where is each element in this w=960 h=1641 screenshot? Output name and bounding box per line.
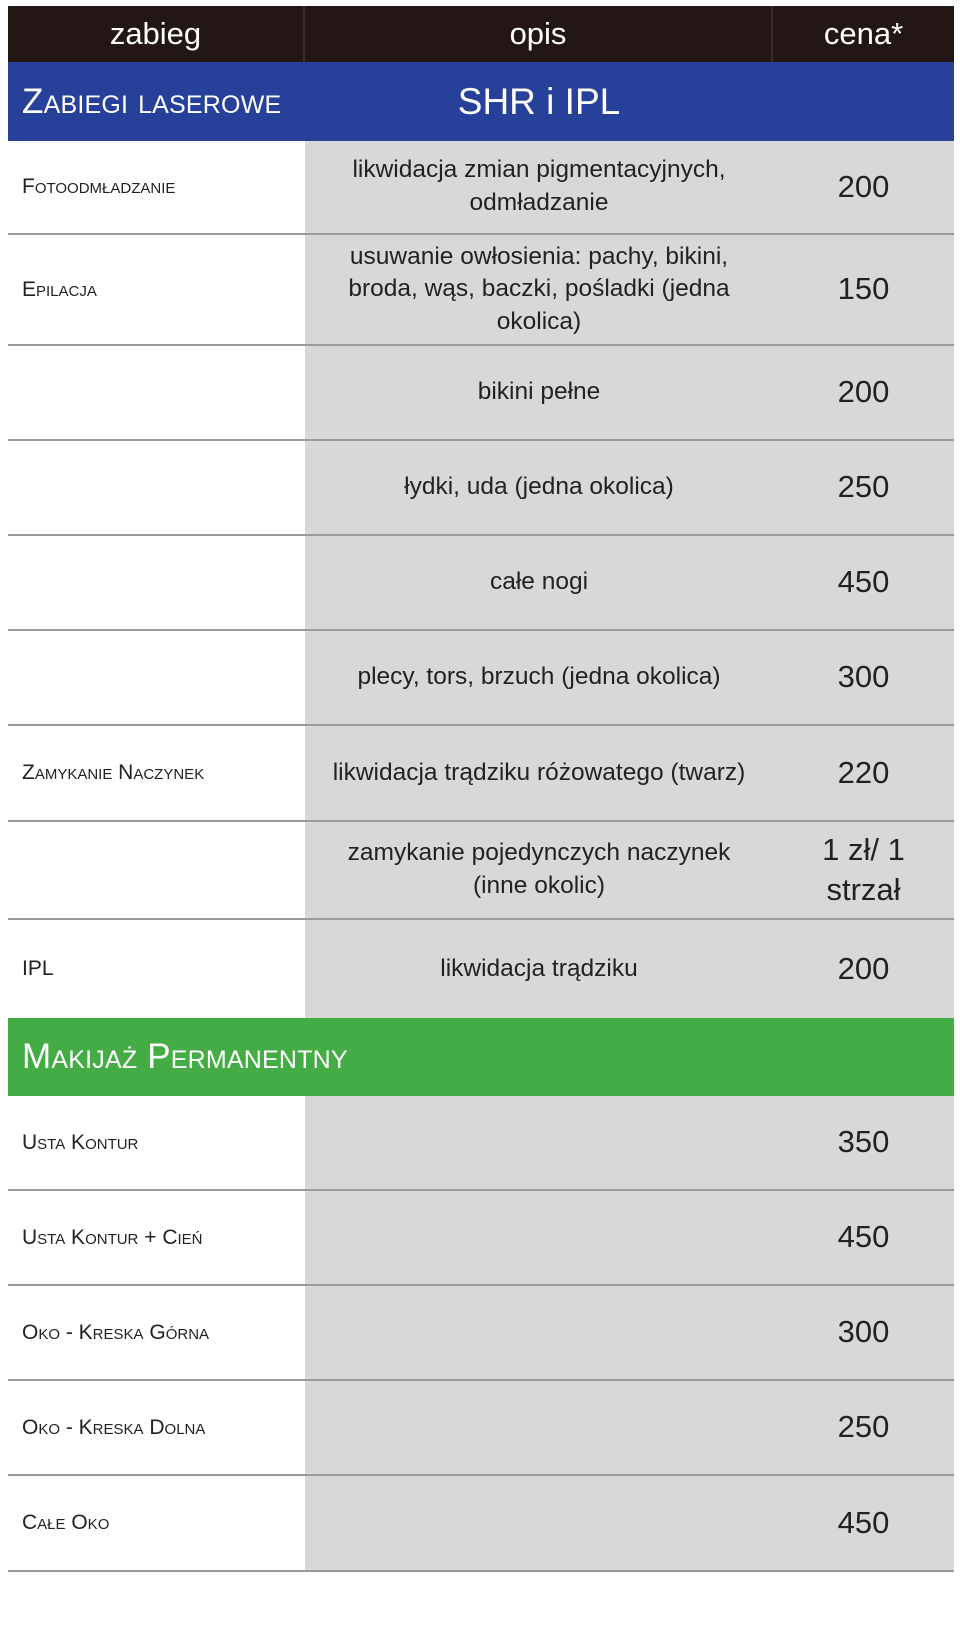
table-row	[8, 920, 954, 1018]
table-row	[8, 1096, 954, 1191]
table-row	[8, 1381, 954, 1476]
treatment-price: 220	[773, 726, 954, 820]
treatment-name	[8, 536, 305, 629]
section-title: Makijaż Permanentny	[22, 1037, 348, 1076]
table-row	[8, 235, 954, 346]
header-cena: cena*	[823, 16, 904, 51]
table-row	[8, 631, 954, 726]
treatment-price: 450	[773, 536, 954, 629]
treatment-desc: likwidacja zmian pigmentacyjnych, odmładzanie	[305, 141, 773, 233]
treatment-name: Epilacja	[8, 235, 305, 344]
treatment-price: 1 zł/ 1 strzał	[773, 822, 954, 918]
treatment-desc	[305, 1191, 773, 1284]
treatment-price: 200	[773, 141, 954, 233]
table-header	[8, 6, 954, 62]
header-opis: opis	[305, 6, 773, 62]
table-row	[8, 141, 954, 235]
treatment-name	[8, 822, 305, 918]
treatment-price: 450	[773, 1191, 954, 1284]
treatment-name: Zamykanie Naczynek	[8, 726, 305, 820]
table-row	[8, 1191, 954, 1286]
section-subtitle: SHR i IPL	[457, 80, 621, 122]
treatment-price: 150	[773, 235, 954, 344]
treatment-desc	[305, 1286, 773, 1379]
table-row	[8, 1476, 954, 1572]
treatment-name	[8, 346, 305, 439]
treatment-name	[8, 631, 305, 724]
treatment-price: 350	[773, 1096, 954, 1189]
table-row	[8, 346, 954, 441]
table-row	[8, 822, 954, 920]
treatment-price: 200	[773, 346, 954, 439]
treatment-price: 200	[773, 920, 954, 1018]
treatment-price: 450	[773, 1476, 954, 1570]
table-row	[8, 1286, 954, 1381]
treatment-name: Usta Kontur + Cień	[8, 1191, 305, 1284]
price-table	[8, 6, 954, 1572]
treatment-desc: likwidacja trądziku różowatego (twarz)	[305, 726, 773, 820]
treatment-name: Usta Kontur	[8, 1096, 305, 1189]
section-title: Zabiegi laserowe	[22, 81, 282, 121]
treatment-name: Całe Oko	[8, 1476, 305, 1570]
header-zabieg: zabieg	[8, 6, 305, 62]
table-row	[8, 441, 954, 536]
section-laser-header	[8, 62, 954, 141]
treatment-desc: likwidacja trądziku	[305, 920, 773, 1018]
section-makeup-header	[8, 1018, 954, 1096]
treatment-desc: bikini pełne	[305, 346, 773, 439]
treatment-name: Oko - Kreska Dolna	[8, 1381, 305, 1474]
treatment-desc: plecy, tors, brzuch (jedna okolica)	[305, 631, 773, 724]
treatment-desc: łydki, uda (jedna okolica)	[305, 441, 773, 534]
treatment-desc: zamykanie pojedynczych naczynek (inne okolic)	[305, 822, 773, 918]
treatment-name: Oko - Kreska Górna	[8, 1286, 305, 1379]
section-spacer	[773, 62, 954, 141]
treatment-desc: usuwanie owłosienia: pachy, bikini, broda, wąs, baczki, pośladki (jedna okolica)	[305, 235, 773, 344]
treatment-desc	[305, 1096, 773, 1189]
treatment-price: 300	[773, 1286, 954, 1379]
treatment-name: Fotoodmładzanie	[8, 141, 305, 233]
table-row	[8, 726, 954, 822]
treatment-desc	[305, 1476, 773, 1570]
table-row	[8, 536, 954, 631]
treatment-price: 250	[773, 1381, 954, 1474]
treatment-desc: całe nogi	[305, 536, 773, 629]
treatment-price: 250	[773, 441, 954, 534]
treatment-price: 300	[773, 631, 954, 724]
treatment-desc	[305, 1381, 773, 1474]
treatment-name: IPL	[8, 920, 305, 1018]
treatment-name	[8, 441, 305, 534]
